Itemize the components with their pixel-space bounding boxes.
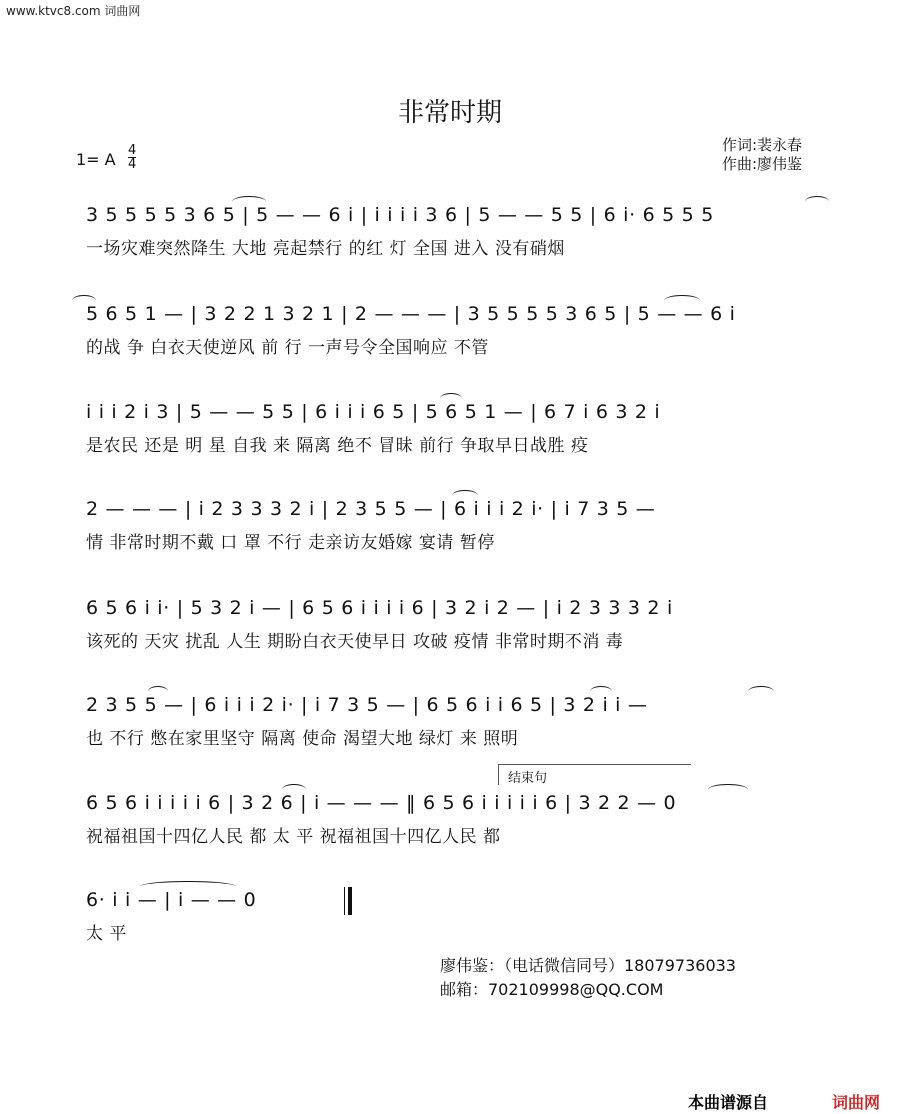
time-signature-top: 4 (128, 143, 137, 158)
score-row (0, 597, 900, 677)
time-signature-bottom: 4 (128, 157, 137, 172)
score-row (0, 401, 900, 481)
lyric-line: 的战 争 白衣天使逆风 前 行 一声号令全国响应 不管 (86, 338, 489, 358)
score-row (0, 204, 900, 284)
notation-line: 6· i i — | i — — 0 (86, 889, 257, 911)
notation-line: 5 6 5 1 — | 3 2 2 1 3 2 1 | 2 — — — | 3 5 5 5 5 3 6 5 | 5 — — 6 i (86, 303, 736, 325)
footer-source: 本曲谱源自 (688, 1093, 769, 1112)
final-barline (344, 887, 354, 915)
site-watermark: www.ktvc8.com 词曲网 (6, 4, 141, 18)
notation-line: 6 5 6 i i· | 5 3 2 i — | 6 5 6 i i i i 6 | 3 2 i 2 — | i 2 3 3 3 2 i (86, 597, 673, 619)
slur (232, 196, 266, 207)
slur (148, 686, 168, 697)
lyric-line: 该死的 天灾 扰乱 人生 期盼白衣天使早日 攻破 疫情 非常时期不消 毒 (86, 632, 624, 652)
notation-line: 6 5 6 i i i i i 6 | 3 2 6 | i — — — ‖ 6 5 6 i i i i i 6 | 3 2 2 — 0 (86, 792, 677, 814)
lyric-line: 祝福祖国十四亿人民 都 太 平 祝福祖国十四亿人民 都 (86, 827, 501, 847)
lyric-line: 一场灾难突然降生 大地 亮起禁行 的红 灯 全国 进入 没有硝烟 (86, 239, 565, 259)
key-signature: 1= A (76, 150, 116, 169)
lyric-line: 情 非常时期不戴 口 罩 不行 走亲访友婚嫁 宴请 暂停 (86, 533, 495, 553)
lyric-line: 是农民 还是 明 星 自我 来 隔离 绝不 冒昧 前行 争取早日战胜 疫 (86, 436, 589, 456)
footer-logo: 词曲网 (832, 1093, 881, 1112)
slur (708, 784, 748, 795)
score-row (0, 303, 900, 383)
contact-phone: 廖伟鉴：（电话微信同号）18079736033 (440, 956, 736, 975)
notation-line: 3 5 5 5 5 3 6 5 | 5 — — 6 i | i i i i 3 6 | 5 — — 5 5 | 6 i· 6 5 5 5 (86, 204, 714, 226)
song-title: 非常时期 (397, 98, 502, 128)
slur (282, 784, 306, 795)
slur (452, 490, 478, 501)
slur (590, 686, 612, 697)
lyric-line: 太 平 (86, 924, 127, 944)
slur (440, 393, 462, 404)
notation-line: i i i 2 i 3 | 5 — — 5 5 | 6 i i i 6 5 | 5 6 5 1 — | 6 7 i 6 3 2 i (86, 401, 661, 423)
slur (664, 295, 700, 306)
time-signature (128, 144, 136, 171)
contact-email: 邮箱：702109998@QQ.COM (440, 980, 664, 999)
ending-label: 结束句 (508, 771, 548, 786)
notation-line: 2 3 5 5 — | 6 i i i 2 i· | i 7 3 5 — | 6 5 6 i i 6 5 | 3 2 i i — (86, 694, 648, 716)
composer-credit: 作曲:廖伟鉴 (722, 155, 803, 173)
slur (140, 881, 236, 892)
notation-line: 2 — — — | i 2 3 3 3 2 i | 2 3 5 5 — | 6 i i i 2 i· | i 7 3 5 — (86, 498, 656, 520)
score-row (0, 792, 900, 872)
lyricist-credit: 作词:裴永春 (722, 136, 803, 154)
score-row (0, 498, 900, 578)
slur (805, 196, 829, 207)
slur (72, 295, 96, 306)
score-row (0, 694, 900, 774)
slur (748, 686, 774, 697)
lyric-line: 也 不行 憋在家里坚守 隔离 使命 渴望大地 绿灯 来 照明 (86, 729, 519, 749)
